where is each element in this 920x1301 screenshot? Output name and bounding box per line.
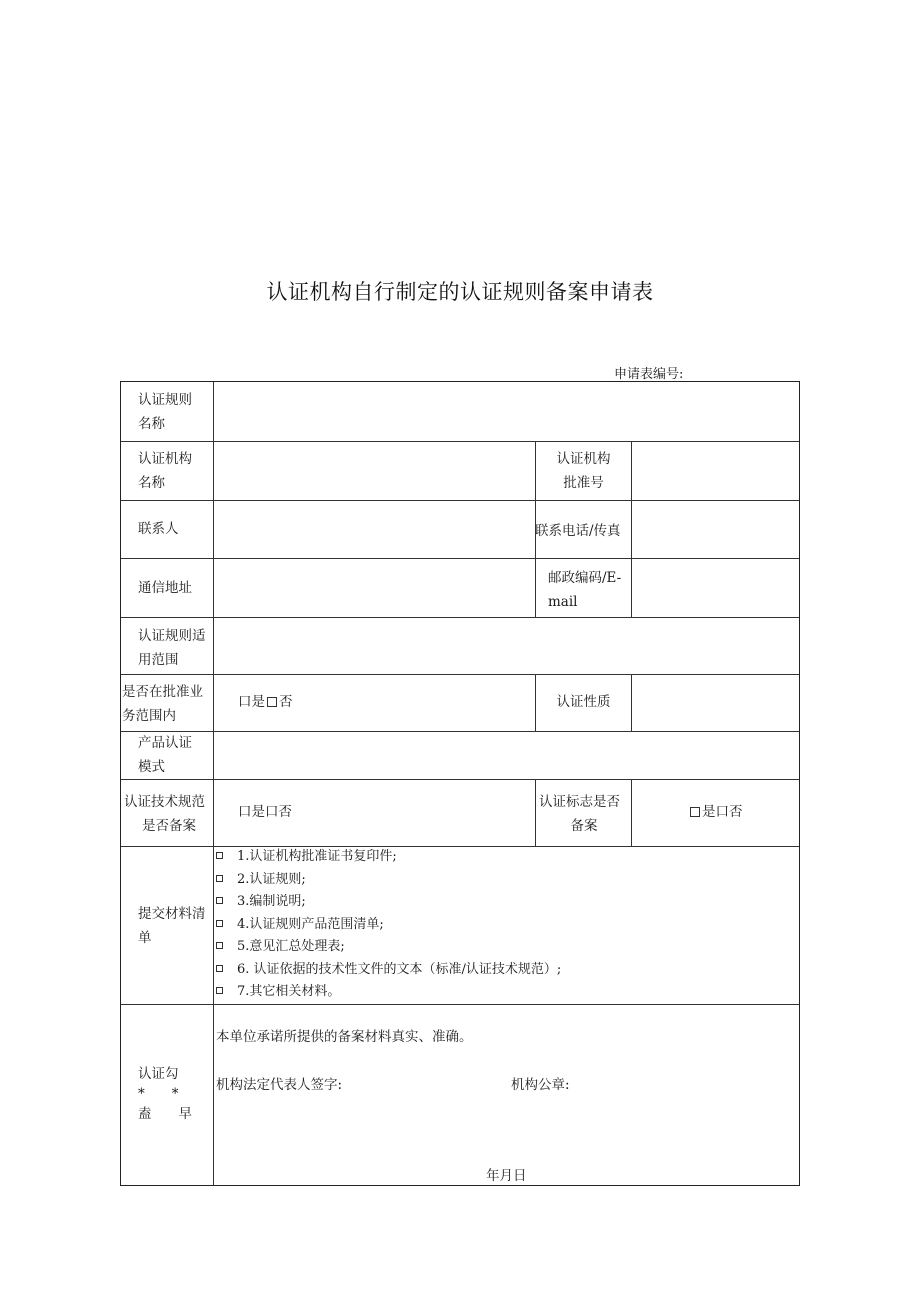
checkbox-icon[interactable] [216, 875, 223, 882]
checkbox-icon[interactable] [216, 965, 223, 972]
org-name-field[interactable] [214, 442, 535, 500]
scope-field[interactable] [214, 618, 799, 674]
no-checkbox[interactable]: 口 [715, 804, 729, 820]
approval-number-label: 认证机构 批准号 [556, 451, 611, 491]
postal-email-label: 邮政编码/E- mail [548, 570, 622, 610]
cert-nature-label: 认证性质 [556, 694, 611, 710]
checkbox-icon[interactable] [216, 987, 223, 994]
no-option: 否 [279, 694, 293, 710]
commitment-statement: 本单位承诺所提供的备案材料真实、准确。 [216, 1029, 473, 1045]
list-item[interactable]: 3.编制说明; [216, 891, 561, 914]
yes-option: 是 [251, 694, 265, 710]
approval-number-field[interactable] [632, 442, 799, 500]
yes-checkbox[interactable]: 口 [238, 694, 252, 710]
list-item[interactable]: 4.认证规则产品范围清单; [216, 914, 561, 937]
list-item[interactable]: 7.其它相关材料。 [216, 981, 561, 1004]
list-item[interactable]: 6. 认证依据的技术性文件的文本（标准/认证技术规范）; [216, 959, 561, 982]
checkbox-icon[interactable] [216, 852, 223, 859]
contact-label: 联系人 [138, 521, 179, 537]
checkbox-icon[interactable] [216, 920, 223, 927]
cert-nature-field[interactable] [632, 675, 799, 731]
list-item[interactable]: 5.意见汇总处理表; [216, 936, 561, 959]
no-checkbox[interactable] [267, 697, 277, 707]
application-form-table [120, 381, 800, 1186]
org-name-label: 认证机构 名称 [138, 451, 192, 491]
list-item[interactable]: 1.认证机构批准证书复印件; [216, 846, 561, 869]
in-scope-choice[interactable] [238, 690, 293, 714]
column-divider [535, 779, 536, 846]
address-field[interactable] [214, 559, 535, 617]
row-divider [121, 779, 799, 780]
tech-spec-label: 认证技术规范 是否备案 [124, 794, 205, 834]
materials-label: 提交材料清 单 [138, 906, 206, 946]
column-divider [631, 779, 632, 846]
materials-list [216, 846, 561, 1004]
rule-name-field[interactable] [214, 382, 799, 441]
yes-option: 是 [251, 804, 265, 820]
tech-spec-choice[interactable] [238, 800, 292, 824]
commitment-label: 认证勾 * * 盍 早 [138, 1066, 192, 1122]
signature-field[interactable] [356, 1073, 496, 1097]
checkbox-icon[interactable] [216, 897, 223, 904]
seal-label: 机构公章: [511, 1077, 570, 1093]
no-option: 否 [729, 804, 743, 820]
signature-label: 机构法定代表人签字: [216, 1077, 343, 1093]
checkbox-icon[interactable] [216, 942, 223, 949]
yes-checkbox[interactable]: 口 [238, 804, 252, 820]
in-scope-label: 是否在批准业 务范围内 [122, 684, 203, 724]
yes-checkbox[interactable] [690, 807, 700, 817]
scope-label: 认证规则适 用范围 [138, 628, 206, 668]
application-number-label: 申请表编号: [614, 367, 684, 382]
cert-mode-label: 产品认证 模式 [138, 735, 192, 775]
phone-fax-field[interactable] [632, 501, 799, 558]
no-option: 否 [278, 804, 292, 820]
rule-name-label: 认证规则 名称 [138, 392, 192, 432]
phone-fax-label: 联系电话/传真 [535, 523, 621, 539]
cert-mode-field[interactable] [214, 732, 799, 779]
list-item[interactable]: 2.认证规则; [216, 869, 561, 892]
contact-field[interactable] [214, 501, 535, 558]
address-label: 通信地址 [138, 580, 192, 596]
mark-filed-choice[interactable] [688, 800, 743, 824]
postal-email-field[interactable] [632, 559, 799, 617]
mark-filed-label: 认证标志是否 备案 [539, 794, 620, 834]
no-checkbox[interactable]: 口 [265, 804, 279, 820]
date-label: 年月日 [486, 1168, 527, 1184]
row-divider [121, 1004, 799, 1005]
form-title: 认证机构自行制定的认证规则备案申请表 [266, 280, 654, 304]
yes-option: 是 [702, 804, 716, 820]
